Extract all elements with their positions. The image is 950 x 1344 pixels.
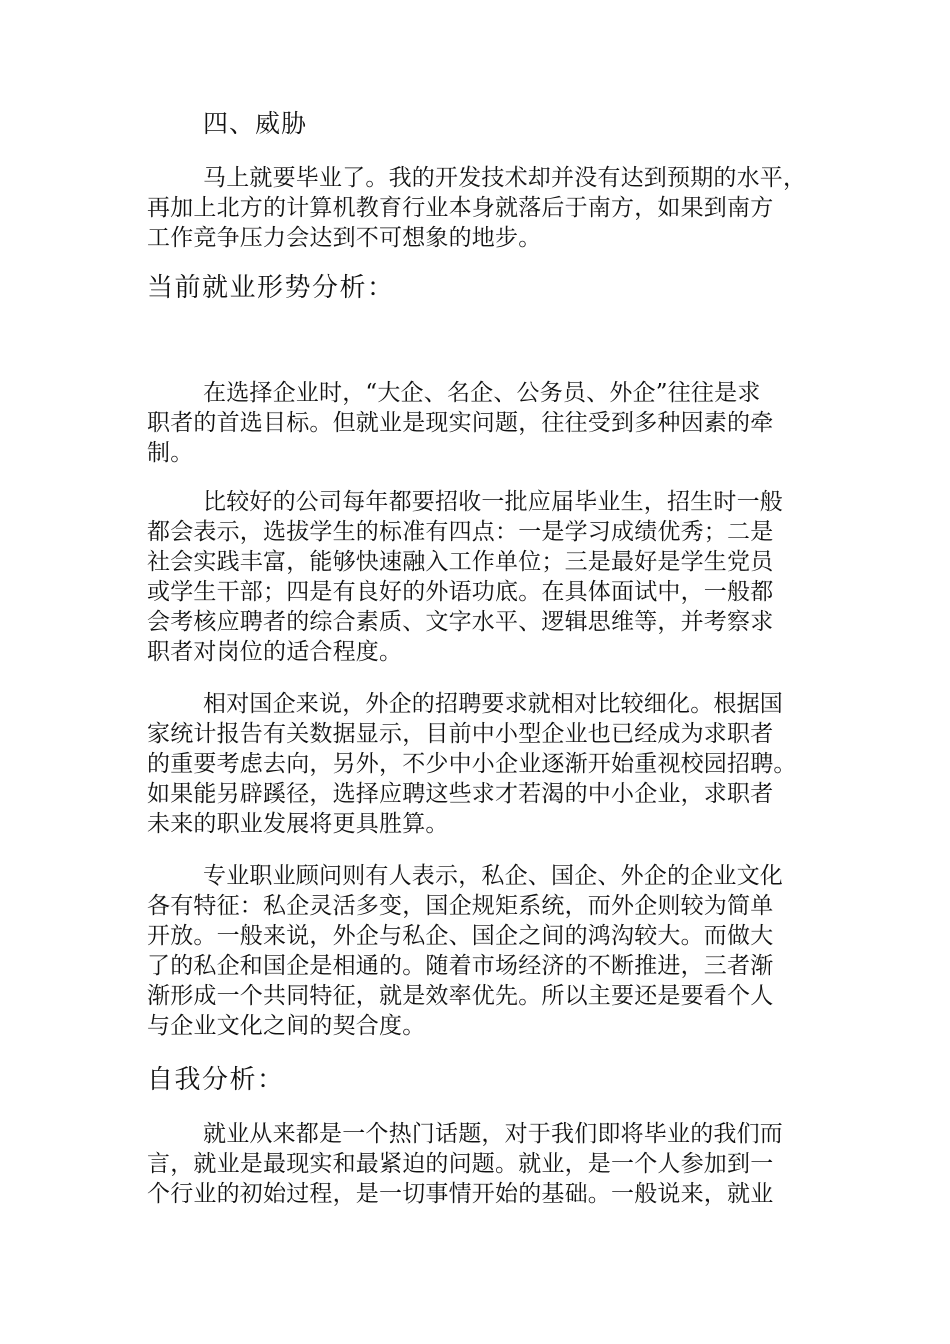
paragraph-line: 职者对岗位的适合程度。 — [147, 639, 403, 665]
paragraph-line: 在选择企业时，“大企、名企、公务员、外企”往往是求 — [203, 380, 761, 406]
paragraph-line: 会考核应聘者的综合素质、文字水平、逻辑思维等，并考察求 — [147, 609, 774, 635]
paragraph-line: 开放。一般来说，外企与私企、国企之间的鸿沟较大。而做大 — [147, 923, 774, 949]
paragraph-line: 的重要考虑去向，另外，不少中小企业逐渐开始重视校园招聘。 — [147, 751, 797, 777]
paragraph-line: 社会实践丰富，能够快速融入工作单位；三是最好是学生党员 — [147, 549, 774, 575]
threat-heading: 四、威胁 — [203, 109, 308, 138]
paragraph-line: 相对国企来说，外企的招聘要求就相对比较细化。根据国 — [203, 691, 783, 717]
self-analysis-paragraph — [147, 1119, 822, 1209]
paragraph-line: 渐形成一个共同特征，就是效率优先。所以主要还是要看个人 — [147, 983, 774, 1009]
paragraph-line: 专业职业顾问则有人表示，私企、国企、外企的企业文化 — [203, 863, 783, 889]
paragraph-line: 马上就要毕业了。我的开发技术却并没有达到预期的水平， — [203, 165, 807, 191]
paragraph-line: 都会表示，选拔学生的标准有四点：一是学习成绩优秀；二是 — [147, 519, 774, 545]
self-analysis-section — [147, 1063, 822, 1097]
employment-section — [147, 271, 822, 305]
employment-heading: 当前就业形势分析： — [147, 273, 395, 303]
threat-section-heading — [147, 107, 822, 141]
paragraph-line: 了的私企和国企是相通的。随着市场经济的不断推进，三者渐 — [147, 953, 774, 979]
paragraph-line: 如果能另辟蹊径，选择应聘这些求才若渴的中小企业，求职者 — [147, 781, 774, 807]
paragraph-line: 再加上北方的计算机教育行业本身就落后于南方，如果到南方 — [147, 195, 774, 221]
paragraph-line: 就业从来都是一个热门话题，对于我们即将毕业的我们而 — [203, 1121, 783, 1147]
paragraph-line: 或学生干部；四是有良好的外语功底。在具体面试中，一般都 — [147, 579, 774, 605]
paragraph-line: 制。 — [147, 440, 194, 466]
paragraph-line: 言，就业是最现实和最紧迫的问题。就业，是一个人参加到一 — [147, 1151, 774, 1177]
employment-paragraph-4 — [147, 861, 822, 1041]
self-analysis-heading: 自我分析： — [147, 1065, 285, 1095]
paragraph-line: 家统计报告有关数据显示，目前中小型企业也已经成为求职者 — [147, 721, 774, 747]
threat-paragraph — [147, 163, 822, 253]
paragraph-line: 个行业的初始过程，是一切事情开始的基础。一般说来，就业 — [147, 1181, 774, 1207]
paragraph-line: 未来的职业发展将更具胜算。 — [147, 811, 449, 837]
paragraph-line: 职者的首选目标。但就业是现实问题，往往受到多种因素的牵 — [147, 410, 774, 436]
employment-paragraph-1 — [147, 378, 822, 468]
employment-paragraph-2 — [147, 487, 822, 667]
paragraph-line: 比较好的公司每年都要招收一批应届毕业生，招生时一般 — [203, 489, 783, 515]
paragraph-line: 各有特征：私企灵活多变，国企规矩系统，而外企则较为简单 — [147, 893, 774, 919]
paragraph-line: 工作竞争压力会达到不可想象的地步。 — [147, 225, 542, 251]
employment-paragraph-3 — [147, 689, 822, 839]
paragraph-line: 与企业文化之间的契合度。 — [147, 1013, 426, 1039]
